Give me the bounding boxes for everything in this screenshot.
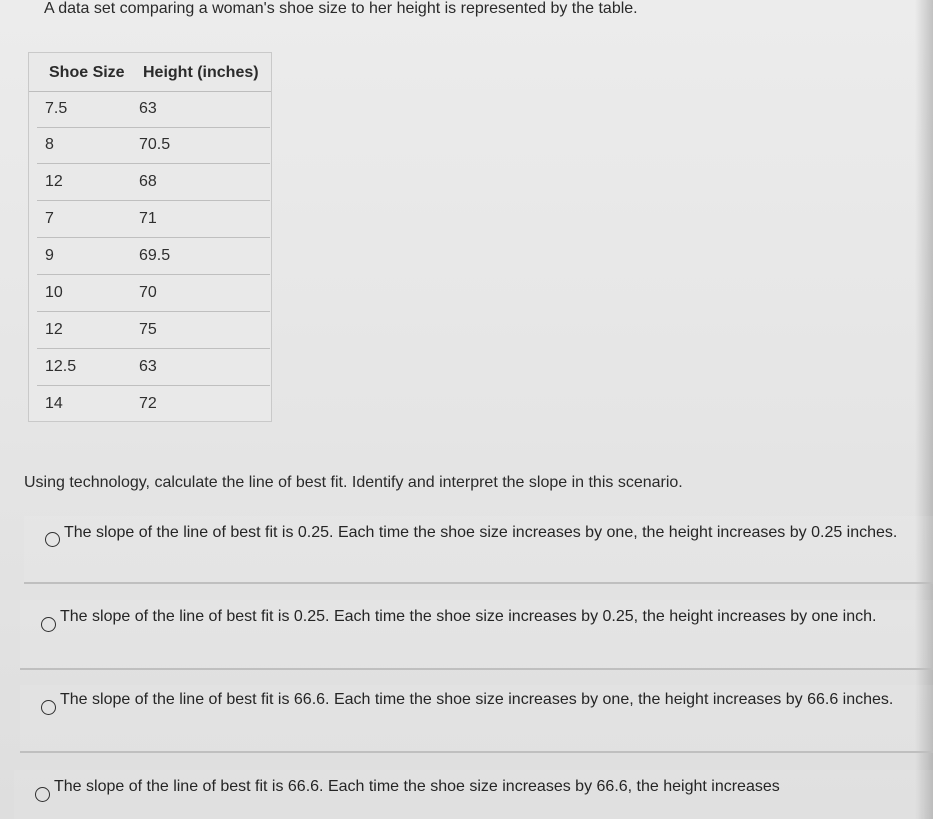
table-row [37, 164, 270, 201]
table-row [37, 127, 270, 164]
table-row [37, 91, 270, 128]
shoe-size-cell: 7.5 [45, 100, 68, 117]
table-row [37, 275, 270, 312]
shoe-size-cell: 9 [45, 247, 54, 264]
answer-option-text [32, 772, 932, 802]
height-cell: 72 [139, 395, 157, 412]
height-cell: 70.5 [139, 136, 171, 153]
table-header-row [29, 53, 271, 92]
shoe-size-cell: 12 [45, 321, 63, 338]
shoe-size-cell: 12 [45, 173, 63, 190]
height-cell: 63 [139, 100, 157, 117]
shoe-size-cell: 14 [45, 395, 63, 412]
height-cell: 71 [139, 210, 157, 227]
height-cell: 69.5 [139, 247, 171, 264]
answer-option-2[interactable] [20, 600, 933, 670]
table-row [37, 312, 270, 349]
answer-option-1[interactable] [24, 516, 933, 584]
shoe-size-cell: 7 [45, 210, 54, 227]
height-cell: 70 [139, 284, 157, 301]
table-row [37, 386, 270, 422]
data-table [28, 52, 272, 422]
answer-option-text [38, 685, 918, 715]
height-cell: 68 [139, 173, 157, 190]
height-cell: 63 [139, 358, 157, 375]
answer-option-4[interactable] [14, 770, 933, 819]
answer-option-label: The slope of the line of best fit is 0.25. Each time the shoe size increases by 0.25, the height increases by one inch. [60, 608, 877, 625]
question-text: Using technology, calculate the line of best fit. Identify and interpret the slope in this scenario. [24, 474, 683, 491]
shoe-size-cell: 12.5 [45, 358, 77, 375]
answer-option-label: The slope of the line of best fit is 66.6. Each time the shoe size increases by one, the height increases by 66.6 inches. [60, 691, 894, 708]
answer-option-text [38, 602, 898, 632]
height-cell: 75 [139, 321, 157, 338]
answer-option-label: The slope of the line of best fit is 0.25. Each time the shoe size increases by one, the height increases by 0.25 inches. [64, 524, 898, 541]
shoe-size-cell: 10 [45, 284, 63, 301]
table-row [37, 201, 270, 238]
shoe-size-cell: 8 [45, 136, 54, 153]
intro-text: A data set comparing a woman's shoe size to her height is represented by the table. [44, 0, 638, 17]
answer-option-label: The slope of the line of best fit is 66.6. Each time the shoe size increases by 66.6, the height increases [54, 778, 780, 795]
height-header: Height (inches) [143, 64, 259, 81]
answer-option-text [42, 518, 902, 548]
shoe-size-header: Shoe Size [49, 64, 125, 81]
table-row [37, 238, 270, 275]
answer-option-3[interactable] [20, 685, 933, 753]
table-row [37, 349, 270, 386]
